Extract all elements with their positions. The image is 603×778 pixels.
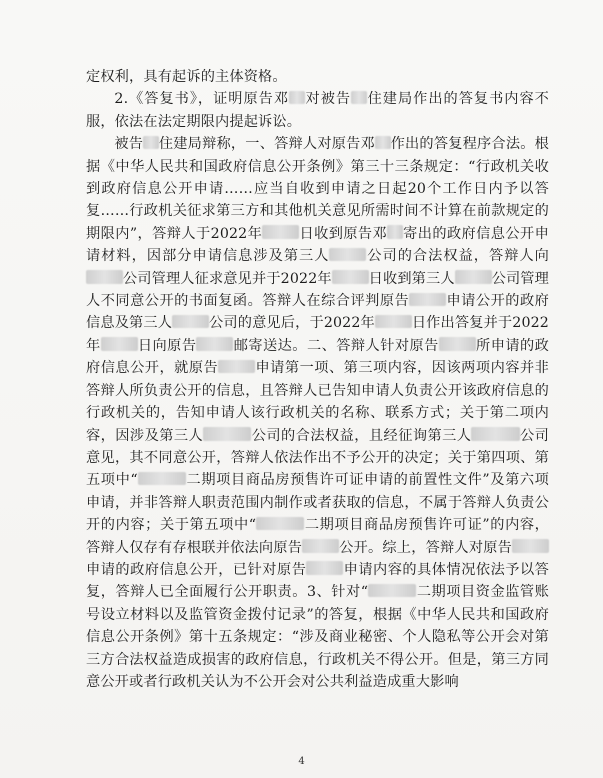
page-number: 4	[298, 756, 305, 767]
redaction-mark	[375, 136, 391, 149]
redaction-mark	[329, 248, 366, 261]
text-segment: 公开。综上，答辩人对原告	[339, 539, 513, 556]
text-segment: 二期项目商品房预售许可证”的内容，答辩人仅存有存根联并依法向原告	[86, 517, 549, 556]
text-segment: 寄出的政府信息公开申请材料，因部分申请信息涉及第三人	[86, 225, 549, 265]
text-segment: 公司的意见后，于2022年	[209, 315, 375, 332]
paragraph	[86, 88, 549, 133]
text-segment: 二期项目商品房预售许可证申请的前置性文件”及第六项申请，并非答辩人职责范围内制作或者获取的信息，不属于答辩人负责公开的内容；关于第五项中“	[86, 472, 549, 534]
redaction-mark	[368, 584, 416, 597]
text-segment: 住建局辩称，一、答辩人对原告邓	[158, 136, 375, 153]
text-segment: 日向原告	[137, 337, 197, 354]
redaction-mark	[218, 360, 255, 373]
redaction-mark	[409, 293, 446, 306]
text-segment: 公司意见，其不同意公开，答辩人依法作出不予公开的决定；关于第四项、第五项中“	[86, 427, 549, 489]
redaction-mark	[375, 315, 412, 328]
text-segment: 所申请的政府信息公开，就原告	[86, 337, 549, 377]
redaction-mark	[196, 337, 233, 350]
redaction-mark	[387, 225, 403, 238]
text-segment: 公司的合法权益，且经征询第三人	[251, 427, 472, 444]
redaction-mark	[289, 91, 305, 104]
redaction-mark	[256, 517, 304, 530]
text-segment: 作出的答复程序合法。根据《中华人民共和国政府信息公开条例》第三十三条规定：“行政机关收到政府信息公开申请……应当自收到申请之日起20个工作日内予以答复……行政机关征求第三方和其他机关意见所需时间不计算在前款规定的期限内”，答辩人于2022年	[86, 136, 549, 242]
redaction-mark	[262, 225, 299, 238]
redaction-mark	[143, 136, 159, 149]
text-segment: 日收到第三人	[368, 270, 455, 287]
redaction-mark	[332, 270, 369, 283]
paragraph	[86, 66, 549, 88]
redaction-mark	[86, 270, 123, 283]
redaction-mark	[439, 337, 476, 350]
text-segment: 申请的政府信息公开，已针对原告	[86, 561, 307, 578]
text-segment: 申请第一项、第三项内容，因该两项内容并非答辩人所负责公开的信息，且答辩人已告知申请人负责公开该政府信息的行政机关的，告知申请人该行政机关的名称、联系方式；关于第二项内容，因涉及第三人	[86, 360, 549, 444]
redaction-mark	[302, 539, 339, 552]
redaction-mark	[101, 337, 138, 350]
text-segment: 邮寄送达。二、答辩人针对原告	[233, 337, 439, 354]
text-segment: 定权利，具有起诉的主体资格。	[86, 69, 287, 85]
redaction-mark	[306, 561, 343, 574]
text-segment: 日收到原告邓	[299, 225, 388, 242]
text-segment: 公司的合法权益，答辩人向	[366, 248, 549, 265]
paragraph	[86, 133, 549, 693]
redaction-mark	[203, 427, 251, 440]
redaction-mark	[512, 539, 549, 552]
document-body	[86, 66, 549, 693]
redaction-mark	[351, 91, 367, 104]
redaction-mark	[455, 270, 492, 283]
text-segment: 申请公开的政府信息及第三人	[86, 293, 549, 332]
text-segment: 对被告	[304, 91, 352, 108]
redaction-mark	[471, 427, 519, 440]
text-segment: 住建局作出的答复书内容不服，依法在法定期限内提起诉讼。	[86, 91, 549, 130]
text-segment: 公司管理人征求意见并于2022年	[122, 270, 332, 287]
redaction-mark	[172, 315, 209, 328]
redaction-mark	[138, 472, 186, 485]
text-segment: 被告	[114, 136, 144, 153]
text-segment: 公司管理人不同意公开的书面复函。答辩人在综合评判原告	[86, 270, 549, 310]
text-segment: 2.《答复书》，证明原告邓	[114, 91, 290, 108]
text-segment: 申请内容的具体情况依法予以答复，答辩人已全面履行公开职责。3、针对“	[86, 561, 549, 601]
text-segment: 二期项目资金监管账号设立材料以及监管资金拨付记录”的答复，根据《中华人民共和国政府信息公开条例》第十五条规定：“涉及商业秘密、个人隐私等公开会对第三方合法权益造成损害的政府信息，行政机关不得公开。但是，第三方同意公开或者行政机关认为不公开会对公共利益造成重大影响	[86, 584, 550, 690]
text-segment: 日作出答复并于2022年	[86, 315, 549, 354]
